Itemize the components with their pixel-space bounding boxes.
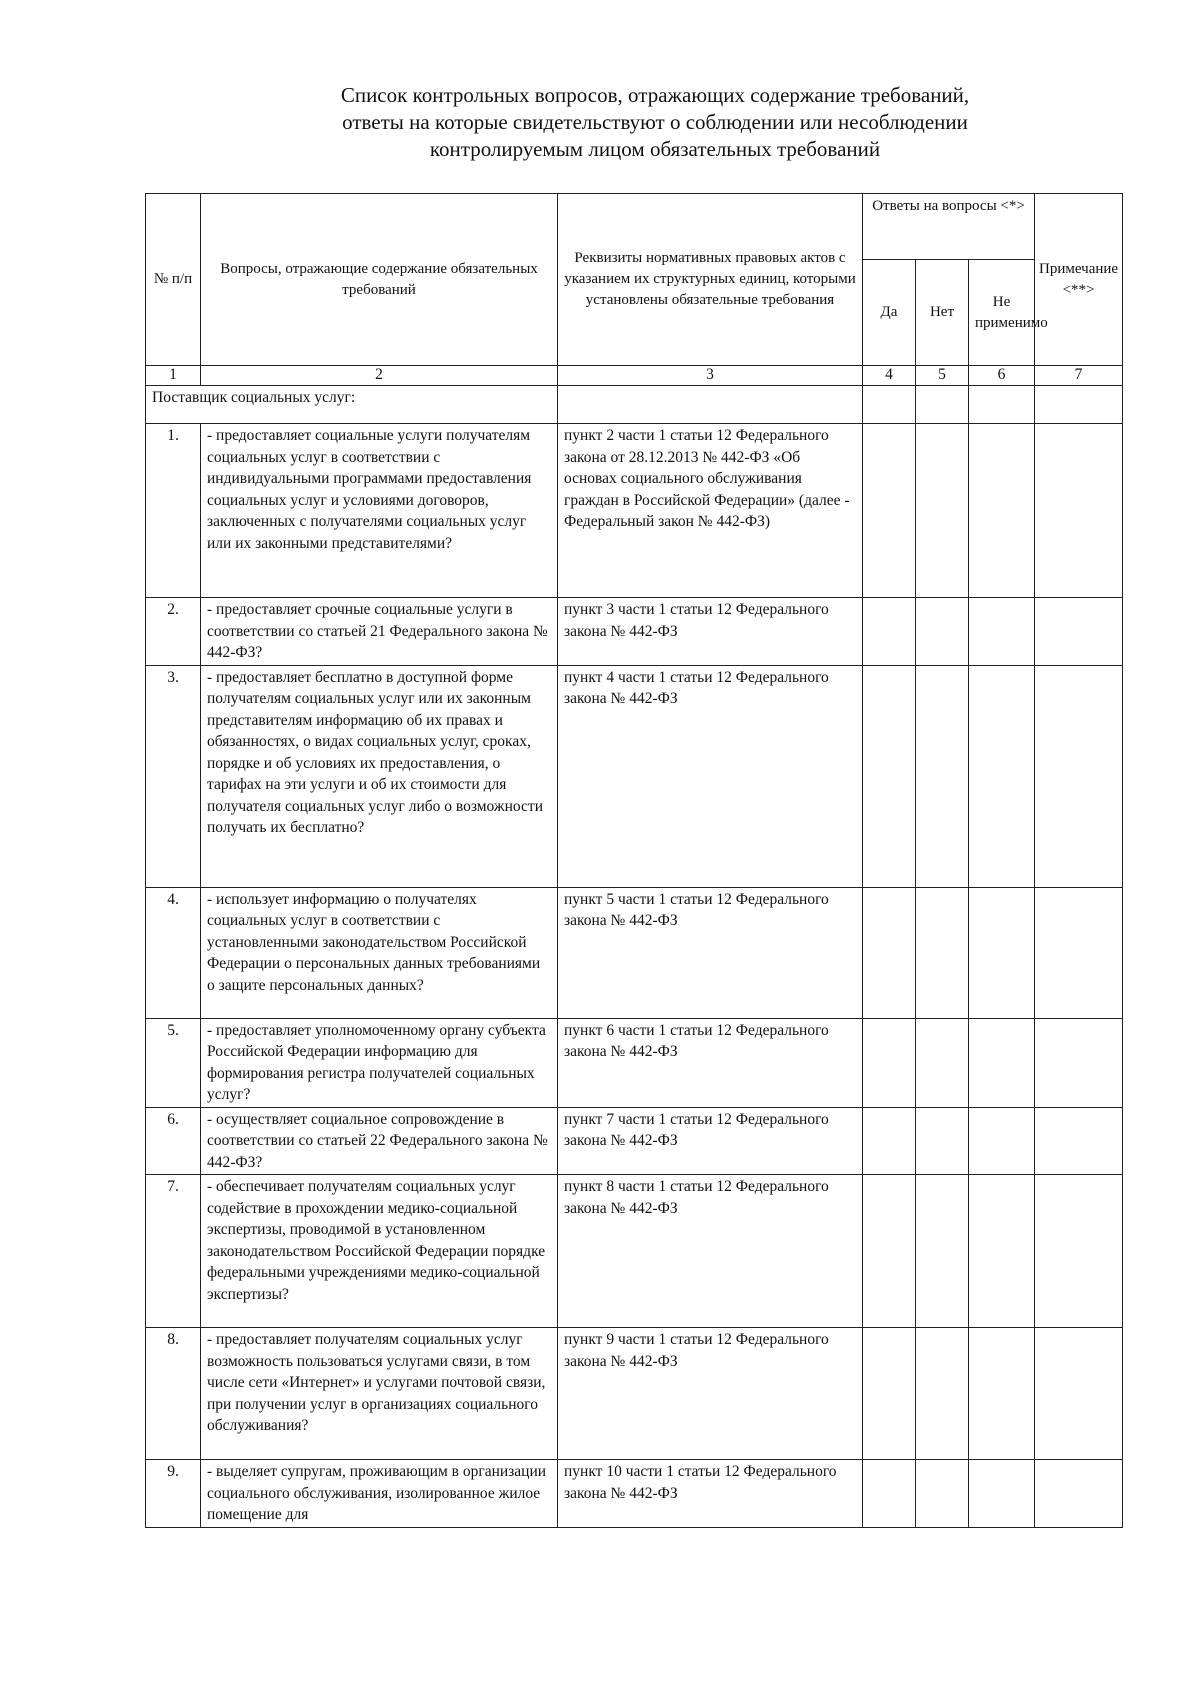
title-line-2: ответы на которые свидетельствуют о соблюдении или несоблюдении bbox=[342, 110, 968, 134]
note-cell bbox=[1035, 424, 1123, 598]
answer-no-cell bbox=[916, 1460, 969, 1528]
table-row bbox=[146, 1328, 1123, 1460]
question-text: - предоставляет уполномоченному органу субъекта Российской Федерации информацию для формирования регистра получателей социальных услуг? bbox=[201, 1018, 558, 1107]
row-number: 8. bbox=[146, 1328, 201, 1460]
column-number: 7 bbox=[1035, 366, 1123, 386]
column-number: 5 bbox=[916, 366, 969, 386]
note-cell bbox=[1035, 1328, 1123, 1460]
row-number: 1. bbox=[146, 424, 201, 598]
question-text: - обеспечивает получателям социальных услуг содействие в прохождении медико-социальной экспертизы, проводимой в установленном законодательством Российской Федерации порядке федеральными учреждениями медико-социальной экспертизы? bbox=[201, 1175, 558, 1328]
cell-empty bbox=[916, 386, 969, 424]
note-cell bbox=[1035, 1018, 1123, 1107]
table-row bbox=[146, 887, 1123, 1018]
column-number-row bbox=[146, 366, 1123, 386]
header-answers: Ответы на вопросы <*> bbox=[863, 194, 1035, 260]
column-number: 4 bbox=[863, 366, 916, 386]
table-row bbox=[146, 424, 1123, 598]
header-question: Вопросы, отражающие содержание обязательных требований bbox=[201, 194, 558, 366]
table-row bbox=[146, 1018, 1123, 1107]
note-cell bbox=[1035, 1107, 1123, 1175]
requisite-text: пункт 8 части 1 статьи 12 Федерального закона № 442-ФЗ bbox=[558, 1175, 863, 1328]
column-number: 3 bbox=[558, 366, 863, 386]
header-row bbox=[146, 194, 1123, 260]
page-title bbox=[200, 82, 1110, 163]
title-line-3: контролируемым лицом обязательных требований bbox=[429, 137, 881, 161]
question-text: - предоставляет бесплатно в доступной форме получателям социальных услуг или их законным представителям информацию об их правах и обязанностях, о видах социальных услуг, сроках, порядке и об условиях их предоставления, о тарифах на эти услуги и об их стоимости для получателя социальных услуг либо о возможности получать их бесплатно? bbox=[201, 665, 558, 887]
checklist-table bbox=[145, 193, 1123, 1528]
answer-yes-cell bbox=[863, 1107, 916, 1175]
row-number: 5. bbox=[146, 1018, 201, 1107]
requisite-text: пункт 5 части 1 статьи 12 Федерального закона № 442-ФЗ bbox=[558, 887, 863, 1018]
row-number: 9. bbox=[146, 1460, 201, 1528]
header-num: № п/п bbox=[146, 194, 201, 366]
answer-no-cell bbox=[916, 424, 969, 598]
question-text: - осуществляет социальное сопровождение в соответствии со статьей 22 Федерального закона № 442-ФЗ? bbox=[201, 1107, 558, 1175]
column-number: 2 bbox=[201, 366, 558, 386]
answer-yes-cell bbox=[863, 1175, 916, 1328]
answer-na-cell bbox=[969, 665, 1035, 887]
section-row bbox=[146, 386, 1123, 424]
row-number: 4. bbox=[146, 887, 201, 1018]
answer-no-cell bbox=[916, 1175, 969, 1328]
cell-empty bbox=[969, 386, 1035, 424]
cell-empty bbox=[863, 386, 916, 424]
note-cell bbox=[1035, 598, 1123, 666]
answer-no-cell bbox=[916, 598, 969, 666]
note-cell bbox=[1035, 665, 1123, 887]
requisite-text: пункт 6 части 1 статьи 12 Федерального закона № 442-ФЗ bbox=[558, 1018, 863, 1107]
table-row bbox=[146, 1175, 1123, 1328]
answer-no-cell bbox=[916, 1107, 969, 1175]
table-row bbox=[146, 1107, 1123, 1175]
question-text: - использует информацию о получателях социальных услуг в соответствии с установленными законодательством Российской Федерации о персональных данных требованиями о защите персональных данных? bbox=[201, 887, 558, 1018]
answer-no-cell bbox=[916, 1018, 969, 1107]
answer-no-cell bbox=[916, 887, 969, 1018]
title-line-1: Список контрольных вопросов, отражающих содержание требований, bbox=[340, 83, 970, 107]
row-number: 2. bbox=[146, 598, 201, 666]
requisite-text: пункт 2 части 1 статьи 12 Федерального закона от 28.12.2013 № 442-ФЗ «Об основах социального обслуживания граждан в Российской Федерации» (далее - Федеральный закон № 442-ФЗ) bbox=[558, 424, 863, 598]
answer-na-cell bbox=[969, 1175, 1035, 1328]
answer-yes-cell bbox=[863, 1018, 916, 1107]
answer-yes-cell bbox=[863, 424, 916, 598]
answer-yes-cell bbox=[863, 1460, 916, 1528]
header-no: Нет bbox=[916, 260, 969, 366]
table-row bbox=[146, 598, 1123, 666]
question-text: - предоставляет социальные услуги получателям социальных услуг в соответствии с индивидуальными программами предоставления социальных услуг и условиями договоров, заключенных с получателями социальных услуг или их законными представителями? bbox=[201, 424, 558, 598]
requisite-text: пункт 9 части 1 статьи 12 Федерального закона № 442-ФЗ bbox=[558, 1328, 863, 1460]
answer-no-cell bbox=[916, 1328, 969, 1460]
row-number: 7. bbox=[146, 1175, 201, 1328]
question-text: - предоставляет срочные социальные услуги в соответствии со статьей 21 Федерального закона № 442-ФЗ? bbox=[201, 598, 558, 666]
requisite-text: пункт 3 части 1 статьи 12 Федерального закона № 442-ФЗ bbox=[558, 598, 863, 666]
question-text: - выделяет супругам, проживающим в организации социального обслуживания, изолированное жилое помещение для bbox=[201, 1460, 558, 1528]
note-cell bbox=[1035, 887, 1123, 1018]
answer-no-cell bbox=[916, 665, 969, 887]
row-number: 3. bbox=[146, 665, 201, 887]
table-row bbox=[146, 1460, 1123, 1528]
column-number: 6 bbox=[969, 366, 1035, 386]
requisite-text: пункт 4 части 1 статьи 12 Федерального закона № 442-ФЗ bbox=[558, 665, 863, 887]
header-not-applicable: Не применимо bbox=[969, 260, 1035, 366]
requisite-text: пункт 7 части 1 статьи 12 Федерального закона № 442-ФЗ bbox=[558, 1107, 863, 1175]
answer-yes-cell bbox=[863, 887, 916, 1018]
answer-na-cell bbox=[969, 1107, 1035, 1175]
requisite-text: пункт 10 части 1 статьи 12 Федерального закона № 442-ФЗ bbox=[558, 1460, 863, 1528]
column-number: 1 bbox=[146, 366, 201, 386]
row-number: 6. bbox=[146, 1107, 201, 1175]
table-row bbox=[146, 665, 1123, 887]
header-note: Примечание <**> bbox=[1035, 194, 1123, 366]
note-cell bbox=[1035, 1460, 1123, 1528]
answer-na-cell bbox=[969, 1018, 1035, 1107]
answer-na-cell bbox=[969, 1328, 1035, 1460]
answer-na-cell bbox=[969, 887, 1035, 1018]
note-cell bbox=[1035, 1175, 1123, 1328]
cell-empty bbox=[1035, 386, 1123, 424]
answer-na-cell bbox=[969, 424, 1035, 598]
header-yes: Да bbox=[863, 260, 916, 366]
answer-na-cell bbox=[969, 1460, 1035, 1528]
answer-na-cell bbox=[969, 598, 1035, 666]
answer-yes-cell bbox=[863, 665, 916, 887]
answer-yes-cell bbox=[863, 1328, 916, 1460]
answer-yes-cell bbox=[863, 598, 916, 666]
section-title: Поставщик социальных услуг: bbox=[146, 386, 558, 424]
cell-empty bbox=[558, 386, 863, 424]
header-requisites: Реквизиты нормативных правовых актов с указанием их структурных единиц, которыми установлены обязательные требования bbox=[558, 194, 863, 366]
question-text: - предоставляет получателям социальных услуг возможность пользоваться услугами связи, в том числе сети «Интернет» и услугами почтовой связи, при получении услуг в организациях социального обслуживания? bbox=[201, 1328, 558, 1460]
